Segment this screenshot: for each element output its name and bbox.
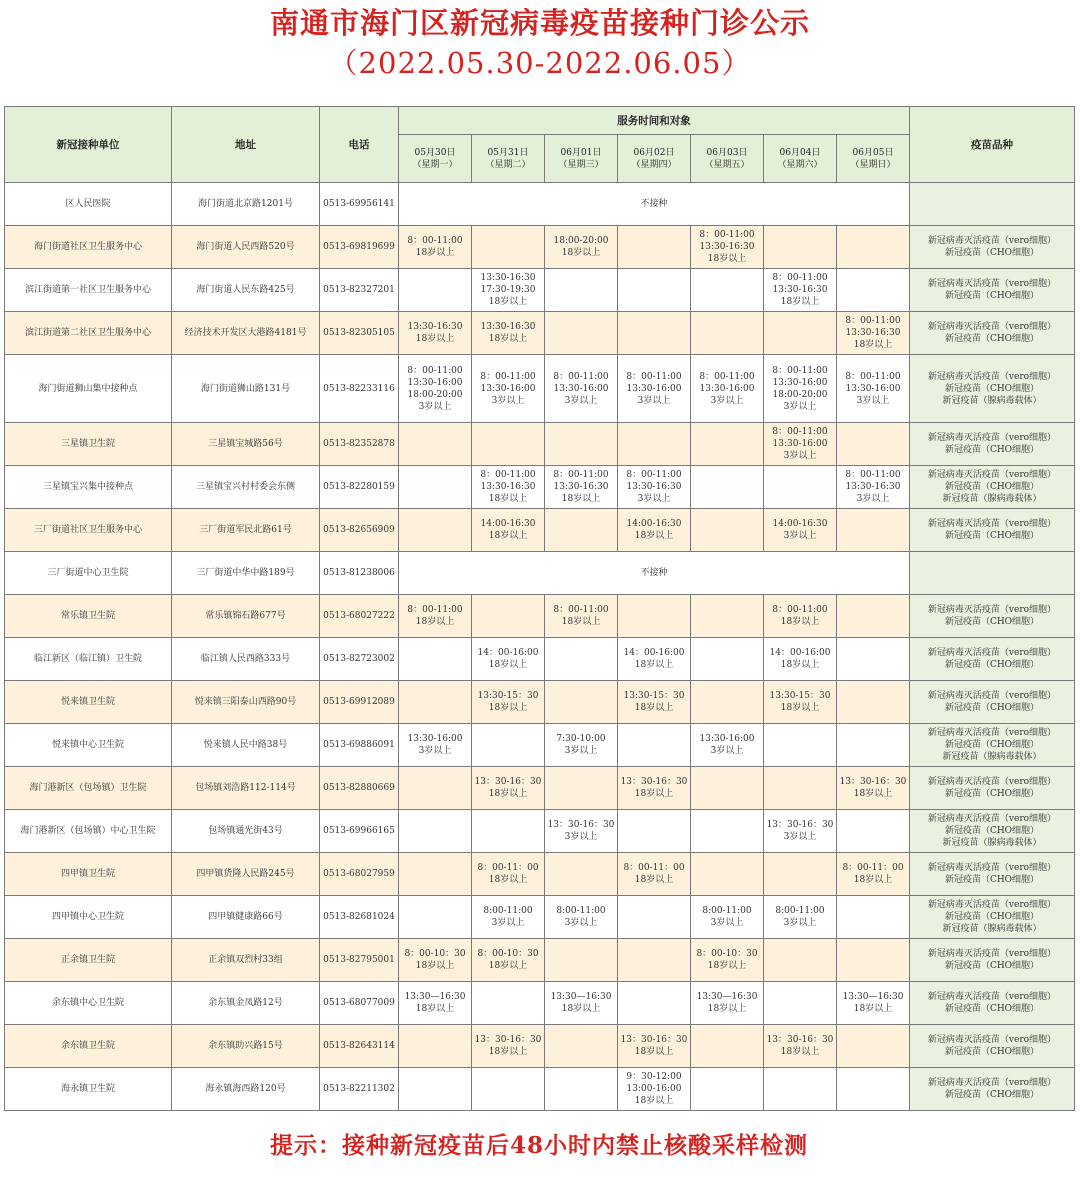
table-row [5, 312, 1075, 355]
schedule-cell: 8：00-11：00 18岁以上 [472, 853, 545, 896]
vaccine-types: 新冠病毒灭活疫苗（vero细胞） 新冠疫苗（CHO细胞） 新冠疫苗（腺病毒载体） [910, 896, 1075, 939]
header-day-6 [764, 135, 837, 183]
unit-name: 海门港新区（包场镇）中心卫生院 [5, 810, 172, 853]
schedule-cell [399, 423, 472, 466]
phone-number: 0513-68077009 [320, 982, 399, 1025]
schedule-cell [399, 509, 472, 552]
day-date: 05月30日 [414, 147, 456, 158]
schedule-cell: 8：00-11:00 18岁以上 [764, 595, 837, 638]
schedule-cell: 13：30-16：30 18岁以上 [618, 1025, 691, 1068]
table-row [5, 183, 1075, 226]
vaccine-types: 新冠病毒灭活疫苗（vero细胞） 新冠疫苗（CHO细胞） [910, 982, 1075, 1025]
schedule-cell [399, 269, 472, 312]
phone-number: 0513-82352878 [320, 423, 399, 466]
schedule-cell: 14：00-16:00 18岁以上 [618, 638, 691, 681]
schedule-cell [691, 853, 764, 896]
phone-number: 0513-69956141 [320, 183, 399, 226]
schedule-cell [691, 767, 764, 810]
address: 余东镇助兴路15号 [172, 1025, 320, 1068]
schedule-cell: 14:00-16:30 3岁以上 [764, 509, 837, 552]
schedule-cell [837, 509, 910, 552]
schedule-cell [545, 853, 618, 896]
schedule-cell: 8：00-11:00 13:30-16:00 3岁以上 [837, 355, 910, 423]
schedule-cell [618, 939, 691, 982]
schedule-cell: 13:30-16:30 18岁以上 [399, 312, 472, 355]
vaccine-types [910, 552, 1075, 595]
unit-name: 滨江街道第二社区卫生服务中心 [5, 312, 172, 355]
schedule-cell: 8：00-11:00 13:30-16:00 3岁以上 [545, 355, 618, 423]
header-unit: 新冠接种单位 [5, 107, 172, 183]
schedule-cell: 13:30—16:30 18岁以上 [691, 982, 764, 1025]
schedule-cell [545, 1068, 618, 1111]
schedule-cell: 8:00-11:00 3岁以上 [764, 896, 837, 939]
schedule-cell: 13:30-16:30 17:30-19:30 18岁以上 [472, 269, 545, 312]
schedule-cell [545, 269, 618, 312]
address: 海门街道人民东路425号 [172, 269, 320, 312]
address: 四甲镇健康路66号 [172, 896, 320, 939]
schedule-cell [472, 982, 545, 1025]
schedule-cell: 8：00-11:00 13:30-16:00 3岁以上 [691, 355, 764, 423]
unit-name: 四甲镇中心卫生院 [5, 896, 172, 939]
schedule-cell [764, 982, 837, 1025]
schedule-cell [618, 269, 691, 312]
schedule-cell: 8：00-11:00 13:30-16:30 18岁以上 [691, 226, 764, 269]
schedule-cell [545, 681, 618, 724]
schedule-cell [399, 1025, 472, 1068]
schedule-cell [472, 226, 545, 269]
schedule-cell: 13：30-16：30 18岁以上 [472, 767, 545, 810]
address: 经济技术开发区大港路4181号 [172, 312, 320, 355]
schedule-cell [618, 724, 691, 767]
schedule-cell [691, 681, 764, 724]
phone-number: 0513-82880669 [320, 767, 399, 810]
header-day-7 [837, 135, 910, 183]
address: 悦来镇人民中路38号 [172, 724, 320, 767]
schedule-cell [764, 1068, 837, 1111]
schedule-cell [691, 1025, 764, 1068]
schedule-cell: 8：00-10：30 18岁以上 [691, 939, 764, 982]
schedule-cell [545, 638, 618, 681]
phone-number: 0513-82233116 [320, 355, 399, 423]
schedule-cell [545, 509, 618, 552]
schedule-cell: 14：00-16:00 18岁以上 [472, 638, 545, 681]
table-row [5, 552, 1075, 595]
schedule-cell [764, 939, 837, 982]
clinic-schedule-table [4, 106, 1075, 1111]
day-date: 06月05日 [852, 147, 894, 158]
unit-name: 悦来镇卫生院 [5, 681, 172, 724]
schedule-cell [837, 595, 910, 638]
schedule-cell [399, 810, 472, 853]
schedule-cell: 14:00-16:30 18岁以上 [472, 509, 545, 552]
day-weekday: （星期五） [704, 159, 750, 170]
header-day-4 [618, 135, 691, 183]
closed-notice: 不接种 [399, 552, 910, 595]
schedule-cell: 8：00-11:00 13:30-16:30 18岁以上 [837, 312, 910, 355]
phone-number: 0513-82795001 [320, 939, 399, 982]
schedule-cell [837, 896, 910, 939]
day-weekday: （星期三） [558, 159, 604, 170]
unit-name: 常乐镇卫生院 [5, 595, 172, 638]
schedule-cell: 8：00-11:00 13:30-16:00 18:00-20:00 3岁以上 [764, 355, 837, 423]
schedule-cell [764, 312, 837, 355]
schedule-cell: 13：30-16：30 18岁以上 [618, 767, 691, 810]
schedule-cell: 13:30-15：30 18岁以上 [472, 681, 545, 724]
header-phone: 电话 [320, 107, 399, 183]
phone-number: 0513-69819699 [320, 226, 399, 269]
schedule-cell [837, 724, 910, 767]
table-row [5, 767, 1075, 810]
vaccine-types: 新冠病毒灭活疫苗（vero细胞） 新冠疫苗（CHO细胞） 新冠疫苗（腺病毒载体） [910, 466, 1075, 509]
schedule-cell: 8：00-10：30 18岁以上 [399, 939, 472, 982]
table-row [5, 939, 1075, 982]
schedule-cell: 8:00-11:00 3岁以上 [472, 896, 545, 939]
schedule-cell [472, 595, 545, 638]
unit-name: 余东镇卫生院 [5, 1025, 172, 1068]
schedule-cell: 8：00-10：30 18岁以上 [472, 939, 545, 982]
schedule-cell: 13：30-16：30 3岁以上 [764, 810, 837, 853]
schedule-cell [399, 681, 472, 724]
table-row [5, 269, 1075, 312]
schedule-cell [837, 423, 910, 466]
schedule-cell: 18:00-20:00 18岁以上 [545, 226, 618, 269]
schedule-cell: 8：00-11：00 18岁以上 [837, 853, 910, 896]
schedule-cell [691, 638, 764, 681]
schedule-cell [545, 423, 618, 466]
schedule-cell: 14:00-16:30 18岁以上 [618, 509, 691, 552]
unit-name: 悦来镇中心卫生院 [5, 724, 172, 767]
schedule-cell [399, 638, 472, 681]
schedule-cell [837, 226, 910, 269]
address: 悦来镇三阳泰山西路90号 [172, 681, 320, 724]
schedule-cell: 13:30—16:30 18岁以上 [399, 982, 472, 1025]
schedule-cell [545, 939, 618, 982]
address: 海永镇海西路120号 [172, 1068, 320, 1111]
phone-number: 0513-69886091 [320, 724, 399, 767]
phone-number: 0513-82656909 [320, 509, 399, 552]
unit-name: 三星镇宝兴集中接种点 [5, 466, 172, 509]
schedule-cell [618, 982, 691, 1025]
schedule-cell [837, 269, 910, 312]
header-day-3 [545, 135, 618, 183]
unit-name: 三星镇卫生院 [5, 423, 172, 466]
phone-number: 0513-82723002 [320, 638, 399, 681]
phone-number: 0513-82681024 [320, 896, 399, 939]
table-row [5, 810, 1075, 853]
schedule-cell [837, 638, 910, 681]
phone-number: 0513-82211302 [320, 1068, 399, 1111]
schedule-cell: 8:00-11:00 3岁以上 [545, 896, 618, 939]
phone-number: 0513-82305105 [320, 312, 399, 355]
schedule-cell [399, 896, 472, 939]
unit-name: 区人民医院 [5, 183, 172, 226]
header-day-1 [399, 135, 472, 183]
vaccine-types: 新冠病毒灭活疫苗（vero细胞） 新冠疫苗（CHO细胞） [910, 595, 1075, 638]
schedule-cell: 13：30-16：30 18岁以上 [764, 1025, 837, 1068]
schedule-cell: 13:30-16:30 18岁以上 [472, 312, 545, 355]
address: 临江镇人民西路333号 [172, 638, 320, 681]
phone-number: 0513-82643114 [320, 1025, 399, 1068]
page-title: 南通市海门区新冠病毒疫苗接种门诊公示 [269, 6, 810, 40]
vaccine-types: 新冠病毒灭活疫苗（vero细胞） 新冠疫苗（CHO细胞） [910, 1025, 1075, 1068]
schedule-cell: 8：00-11:00 13:30-16:30 3岁以上 [837, 466, 910, 509]
schedule-cell [618, 896, 691, 939]
schedule-cell: 13：30-16：30 18岁以上 [472, 1025, 545, 1068]
schedule-cell [618, 810, 691, 853]
address: 海门街道北京路1201号 [172, 183, 320, 226]
vaccine-types: 新冠病毒灭活疫苗（vero细胞） 新冠疫苗（CHO细胞） [910, 312, 1075, 355]
schedule-cell: 13:30—16:30 18岁以上 [545, 982, 618, 1025]
unit-name: 海门街道狮山集中接种点 [5, 355, 172, 423]
address: 常乐镇锦石路677号 [172, 595, 320, 638]
schedule-cell [618, 595, 691, 638]
phone-number: 0513-68027222 [320, 595, 399, 638]
schedule-cell [764, 466, 837, 509]
unit-name: 临江新区（临江镇）卫生院 [5, 638, 172, 681]
table-row [5, 982, 1075, 1025]
address: 海门街道人民西路520号 [172, 226, 320, 269]
schedule-cell: 13：30-16：30 3岁以上 [545, 810, 618, 853]
schedule-cell: 13:30-16:00 3岁以上 [691, 724, 764, 767]
schedule-cell [618, 423, 691, 466]
schedule-cell [691, 595, 764, 638]
schedule-cell: 8：00-11:00 13:30-16:00 3岁以上 [764, 423, 837, 466]
schedule-cell [691, 269, 764, 312]
schedule-cell: 13:30-15：30 18岁以上 [764, 681, 837, 724]
unit-name: 正余镇卫生院 [5, 939, 172, 982]
schedule-cell: 8：00-11:00 13:30-16:30 18岁以上 [764, 269, 837, 312]
schedule-cell: 8：00-11：00 18岁以上 [618, 853, 691, 896]
phone-number: 0513-69912089 [320, 681, 399, 724]
address: 三星镇宝城路56号 [172, 423, 320, 466]
closed-notice: 不接种 [399, 183, 910, 226]
table-row [5, 355, 1075, 423]
schedule-cell [837, 1025, 910, 1068]
schedule-cell [691, 509, 764, 552]
unit-name: 海永镇卫生院 [5, 1068, 172, 1111]
schedule-cell: 13：30-16：30 18岁以上 [837, 767, 910, 810]
schedule-cell [764, 853, 837, 896]
phone-number: 0513-82280159 [320, 466, 399, 509]
unit-name: 海门港新区（包场镇）卫生院 [5, 767, 172, 810]
schedule-cell: 8：00-11:00 18岁以上 [399, 226, 472, 269]
vaccine-types [910, 183, 1075, 226]
schedule-cell [691, 810, 764, 853]
schedule-cell [837, 681, 910, 724]
schedule-cell [764, 226, 837, 269]
schedule-cell [691, 466, 764, 509]
schedule-cell: 13:30—16:30 18岁以上 [837, 982, 910, 1025]
unit-name: 三厂街道中心卫生院 [5, 552, 172, 595]
header-vaccine: 疫苗品种 [910, 107, 1075, 183]
address: 包场镇刘浩路112-114号 [172, 767, 320, 810]
table-row [5, 1068, 1075, 1111]
unit-name: 四甲镇卫生院 [5, 853, 172, 896]
schedule-cell [472, 1068, 545, 1111]
table-row [5, 638, 1075, 681]
address: 包场镇通光街43号 [172, 810, 320, 853]
schedule-cell [472, 724, 545, 767]
vaccine-types: 新冠病毒灭活疫苗（vero细胞） 新冠疫苗（CHO细胞） [910, 638, 1075, 681]
day-weekday: （星期二） [485, 159, 531, 170]
schedule-cell [691, 312, 764, 355]
vaccine-types: 新冠病毒灭活疫苗（vero细胞） 新冠疫苗（CHO细胞） [910, 681, 1075, 724]
day-date: 06月04日 [779, 147, 821, 158]
phone-number: 0513-81238006 [320, 552, 399, 595]
vaccine-types: 新冠病毒灭活疫苗（vero细胞） 新冠疫苗（CHO细胞） [910, 853, 1075, 896]
address: 余东镇金凤路12号 [172, 982, 320, 1025]
table-row [5, 509, 1075, 552]
address: 三星镇宝兴村村委会东侧 [172, 466, 320, 509]
schedule-cell: 7:30-10:00 3岁以上 [545, 724, 618, 767]
vaccine-types: 新冠病毒灭活疫苗（vero细胞） 新冠疫苗（CHO细胞） [910, 939, 1075, 982]
schedule-cell: 8：00-11:00 13:30-16:30 18岁以上 [545, 466, 618, 509]
table-row [5, 466, 1075, 509]
schedule-cell [472, 423, 545, 466]
day-date: 06月03日 [706, 147, 748, 158]
day-weekday: （星期一） [412, 159, 458, 170]
table-row [5, 1025, 1075, 1068]
schedule-cell [691, 1068, 764, 1111]
schedule-cell [691, 423, 764, 466]
schedule-cell [618, 226, 691, 269]
address: 正余镇双烈村33组 [172, 939, 320, 982]
schedule-cell [545, 312, 618, 355]
schedule-cell [545, 1025, 618, 1068]
schedule-cell [837, 810, 910, 853]
unit-name: 滨江街道第一社区卫生服务中心 [5, 269, 172, 312]
header-service: 服务时间和对象 [399, 107, 910, 135]
date-range-subtitle: （2022.05.30-2022.06.05） [328, 46, 752, 80]
vaccine-types: 新冠病毒灭活疫苗（vero细胞） 新冠疫苗（CHO细胞） 新冠疫苗（腺病毒载体） [910, 810, 1075, 853]
address: 三厂街道中华中路189号 [172, 552, 320, 595]
vaccine-types: 新冠病毒灭活疫苗（vero细胞） 新冠疫苗（CHO细胞） [910, 509, 1075, 552]
phone-number: 0513-69966165 [320, 810, 399, 853]
table-row [5, 896, 1075, 939]
table-row [5, 226, 1075, 269]
schedule-cell: 8:00-11:00 3岁以上 [691, 896, 764, 939]
schedule-cell [837, 939, 910, 982]
address: 四甲镇货隆人民路245号 [172, 853, 320, 896]
unit-name: 海门街道社区卫生服务中心 [5, 226, 172, 269]
table-row [5, 853, 1075, 896]
unit-name: 三厂街道社区卫生服务中心 [5, 509, 172, 552]
phone-number: 0513-68027959 [320, 853, 399, 896]
table-row [5, 724, 1075, 767]
schedule-cell: 8：00-11:00 18岁以上 [399, 595, 472, 638]
header-address: 地址 [172, 107, 320, 183]
phone-number: 0513-82327201 [320, 269, 399, 312]
day-weekday: （星期六） [777, 159, 823, 170]
schedule-cell: 14：00-16:00 18岁以上 [764, 638, 837, 681]
vaccine-types: 新冠病毒灭活疫苗（vero细胞） 新冠疫苗（CHO细胞） [910, 269, 1075, 312]
schedule-cell: 13:30-16:00 3岁以上 [399, 724, 472, 767]
address: 三厂街道军民北路61号 [172, 509, 320, 552]
footer-notice: 提示：接种新冠疫苗后48小时内禁止核酸采样检测 [4, 1116, 1074, 1176]
schedule-cell: 9：30-12:00 13:00-16:00 18岁以上 [618, 1068, 691, 1111]
schedule-cell [399, 466, 472, 509]
day-date: 06月02日 [633, 147, 675, 158]
day-weekday: （星期四） [631, 159, 677, 170]
vaccine-types: 新冠病毒灭活疫苗（vero细胞） 新冠疫苗（CHO细胞） 新冠疫苗（腺病毒载体） [910, 724, 1075, 767]
schedule-cell: 8：00-11:00 13:30-16:00 18:00-20:00 3岁以上 [399, 355, 472, 423]
schedule-cell [399, 767, 472, 810]
schedule-cell: 8：00-11:00 13:30-16:00 3岁以上 [472, 355, 545, 423]
schedule-cell: 8：00-11:00 13:30-16:00 3岁以上 [618, 355, 691, 423]
schedule-cell: 8：00-11:00 13:30-16:30 18岁以上 [472, 466, 545, 509]
schedule-cell [399, 853, 472, 896]
schedule-cell [764, 767, 837, 810]
day-weekday: （星期日） [850, 159, 896, 170]
schedule-cell: 8：00-11:00 18岁以上 [545, 595, 618, 638]
vaccine-types: 新冠病毒灭活疫苗（vero细胞） 新冠疫苗（CHO细胞） [910, 1068, 1075, 1111]
vaccine-types: 新冠病毒灭活疫苗（vero细胞） 新冠疫苗（CHO细胞） [910, 226, 1075, 269]
header-day-5 [691, 135, 764, 183]
schedule-cell [837, 1068, 910, 1111]
schedule-cell: 8：00-11:00 13:30-16:30 3岁以上 [618, 466, 691, 509]
schedule-cell: 13:30-15：30 18岁以上 [618, 681, 691, 724]
table-row [5, 423, 1075, 466]
address: 海门街道狮山路131号 [172, 355, 320, 423]
schedule-cell [764, 724, 837, 767]
day-date: 06月01日 [560, 147, 602, 158]
schedule-cell [472, 810, 545, 853]
vaccine-types: 新冠病毒灭活疫苗（vero细胞） 新冠疫苗（CHO细胞） [910, 423, 1075, 466]
schedule-cell [399, 1068, 472, 1111]
table-row [5, 595, 1075, 638]
vaccine-types: 新冠病毒灭活疫苗（vero细胞） 新冠疫苗（CHO细胞） 新冠疫苗（腺病毒载体） [910, 355, 1075, 423]
day-date: 05月31日 [487, 147, 529, 158]
vaccine-types: 新冠病毒灭活疫苗（vero细胞） 新冠疫苗（CHO细胞） [910, 767, 1075, 810]
header-day-2 [472, 135, 545, 183]
schedule-cell [618, 312, 691, 355]
unit-name: 余东镇中心卫生院 [5, 982, 172, 1025]
table-row [5, 681, 1075, 724]
schedule-cell [545, 767, 618, 810]
